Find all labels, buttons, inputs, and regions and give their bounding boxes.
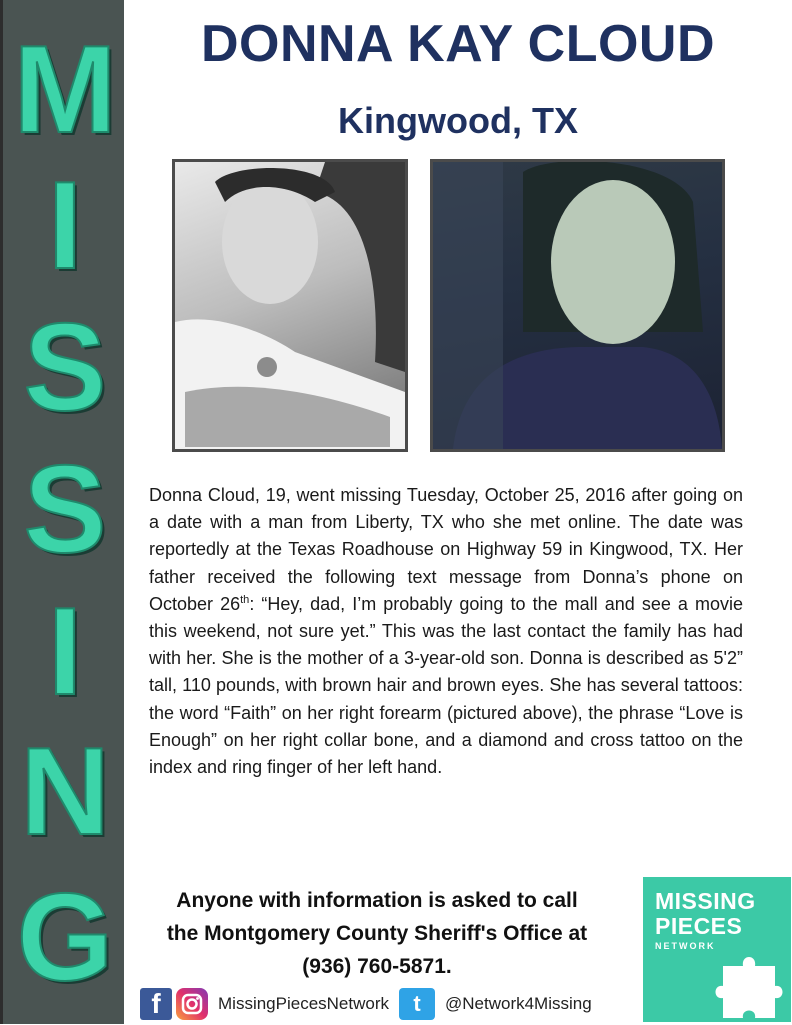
missing-letter: I [47,583,83,721]
location-subtitle: Kingwood, TX [338,100,578,141]
social-links [140,986,592,1022]
twitter-icon[interactable]: t [399,988,435,1020]
missing-pieces-logo [643,877,791,1022]
cta-line: Anyone with information is asked to call [176,889,578,912]
photo-icon [175,162,405,449]
ordinal-suffix: th [240,593,250,606]
facebook-icon[interactable]: f [140,988,172,1020]
missing-letter: N [20,723,110,861]
missing-letter: S [23,299,107,437]
photo-portrait [430,159,725,452]
photo-icon [433,162,722,449]
page-title: DONNA KAY CLOUD [200,15,716,73]
missing-letter: I [47,157,83,295]
description-paragraph [149,482,743,781]
logo-text: PIECES [655,913,743,939]
logo-text: MISSING [655,888,756,914]
missing-letter: M [13,21,117,159]
instagram-icon[interactable] [176,988,208,1020]
twitter-handle-link[interactable]: @Network4Missing [445,994,592,1013]
call-to-action [128,884,626,983]
description-text-continued: : “Hey, dad, I’m probably going to the mall and see a movie this weekend, not sure yet.” This was the last contact the family has had with her. She is the mother of a 3-year-old son. Donna is described as 5'2” tall, 110 pounds, with brown hair and brown eyes. She has several tattoos: the word “Faith” on her right forearm (pictured above), the phrase “Love is Enough” on her right collar bone, and a diamond and cross tattoo on the index and ring finger of her left hand. [149,593,743,778]
description-text: Donna Cloud, 19, went missing Tuesday, October 25, 2016 after going on a date with a man from Liberty, TX who she met online. The date was reportedly at the Texas Roadhouse on Highway 59 in Kingwood, TX. Her father received the following text message from Donna’s phone on October 26 [149,485,743,614]
logo-subtext: NETWORK [655,941,716,951]
photo-faith-tattoo [172,159,408,452]
missing-letter: S [23,441,107,579]
puzzle-piece-icon [713,946,785,1018]
phone-number[interactable]: (936) 760-5871. [302,955,452,978]
cta-line: the Montgomery County Sheriff's Office at [166,922,588,945]
missing-letter: G [16,869,114,1007]
facebook-handle-link[interactable]: MissingPiecesNetwork [218,994,389,1013]
missing-sidebar [0,0,124,1024]
instagram-glyph [176,988,208,1020]
